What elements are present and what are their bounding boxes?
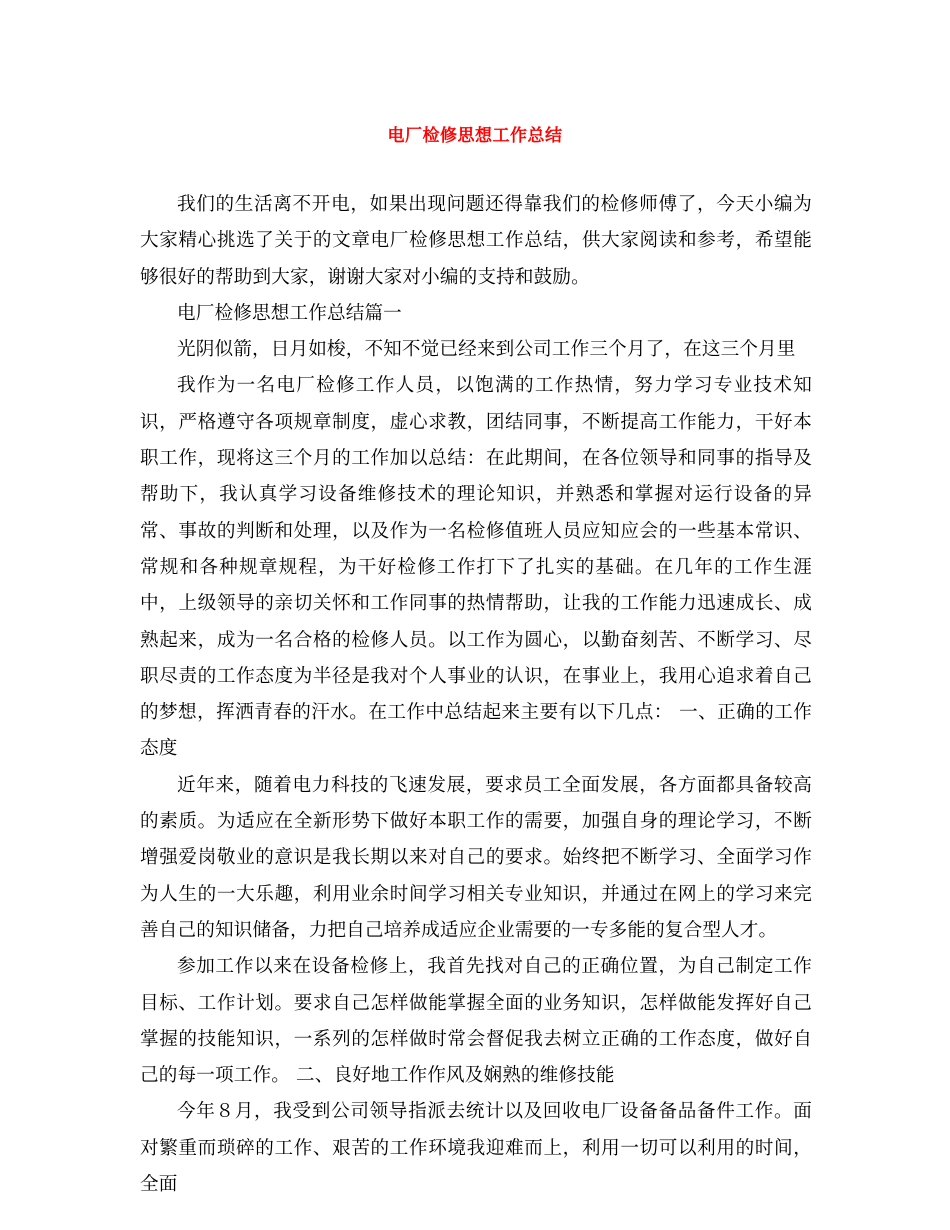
paragraph: 光阴似箭，日月如梭，不知不觉已经来到公司工作三个月了，在这三个月里 xyxy=(177,339,796,361)
paragraph: 近年来，随着电力科技的飞速发展，要求员工全面发展，各方面都具备较高的素质。为适应在全新形势下做好本职工作的需要，加强自身的理论学习，不断增强爱岗敬业的意识是我长期以来对自己的要求。始终把不断学习、全面学习作为人生的一大乐趣，利用业余时间学习相关专业知识，并通过在网上的学习来完善自己的知识储备，力把自己培养成适应企业需要的一专多能的复合型人才。 xyxy=(140,774,812,941)
paragraph: 今年８月，我受到公司领导指派去统计以及回收电厂设备备品备件工作。面对繁重而琐碎的工作、艰苦的工作环境我迎难而上，利用一切可以利用的时间，全面 xyxy=(140,1101,812,1196)
document-body xyxy=(140,187,812,1203)
paragraph: 参加工作以来在设备检修上，我首先找对自己的正确位置，为自己制定工作目标、工作计划。要求自己怎样做能掌握全面的业务知识，怎样做能发挥好自己掌握的技能知识，一系列的怎样做时常会督促我去树立正确的工作态度，做好自己的每一项工作。 二、良好地工作作风及娴熟的维修技能 xyxy=(140,956,812,1087)
paragraph: 我作为一名电厂检修工作人员，以饱满的工作热情，努力学习专业技术知识，严格遵守各项规章制度，虚心求教，团结同事，不断提高工作能力，干好本职工作，现将这三个月的工作加以总结：在此期间，在各位领导和同事的指导及帮助下，我认真学习设备维修技术的理论知识，并熟悉和掌握对运行设备的异常、事故的判断和处理，以及作为一名检修值班人员应知应会的一些基本常识、常规和各种规章规程，为干好检修工作打下了扎实的基础。在几年的工作生涯中，上级领导的亲切关怀和工作同事的热情帮助，让我的工作能力迅速成长、成熟起来，成为一名合格的检修人员。以工作为圆心，以勤奋刻苦、不断学习、尽职尽责的工作态度为半径是我对个人事业的认识，在事业上，我用心追求着自己的梦想，挥洒青春的汗水。在工作中总结起来主要有以下几点： 一、正确的工作态度 xyxy=(140,375,812,760)
document-title: 电厂检修思想工作总结 xyxy=(387,126,563,146)
paragraph-intro: 我们的生活离不开电，如果出现问题还得靠我们的检修师傅了，今天小编为大家精心挑选了关于的文章电厂检修思想工作总结，供大家阅读和参考，希望能够很好的帮助到大家，谢谢大家对小编的支持和鼓励。 xyxy=(140,194,812,288)
section-heading: 电厂检修思想工作总结篇一 xyxy=(177,302,402,324)
